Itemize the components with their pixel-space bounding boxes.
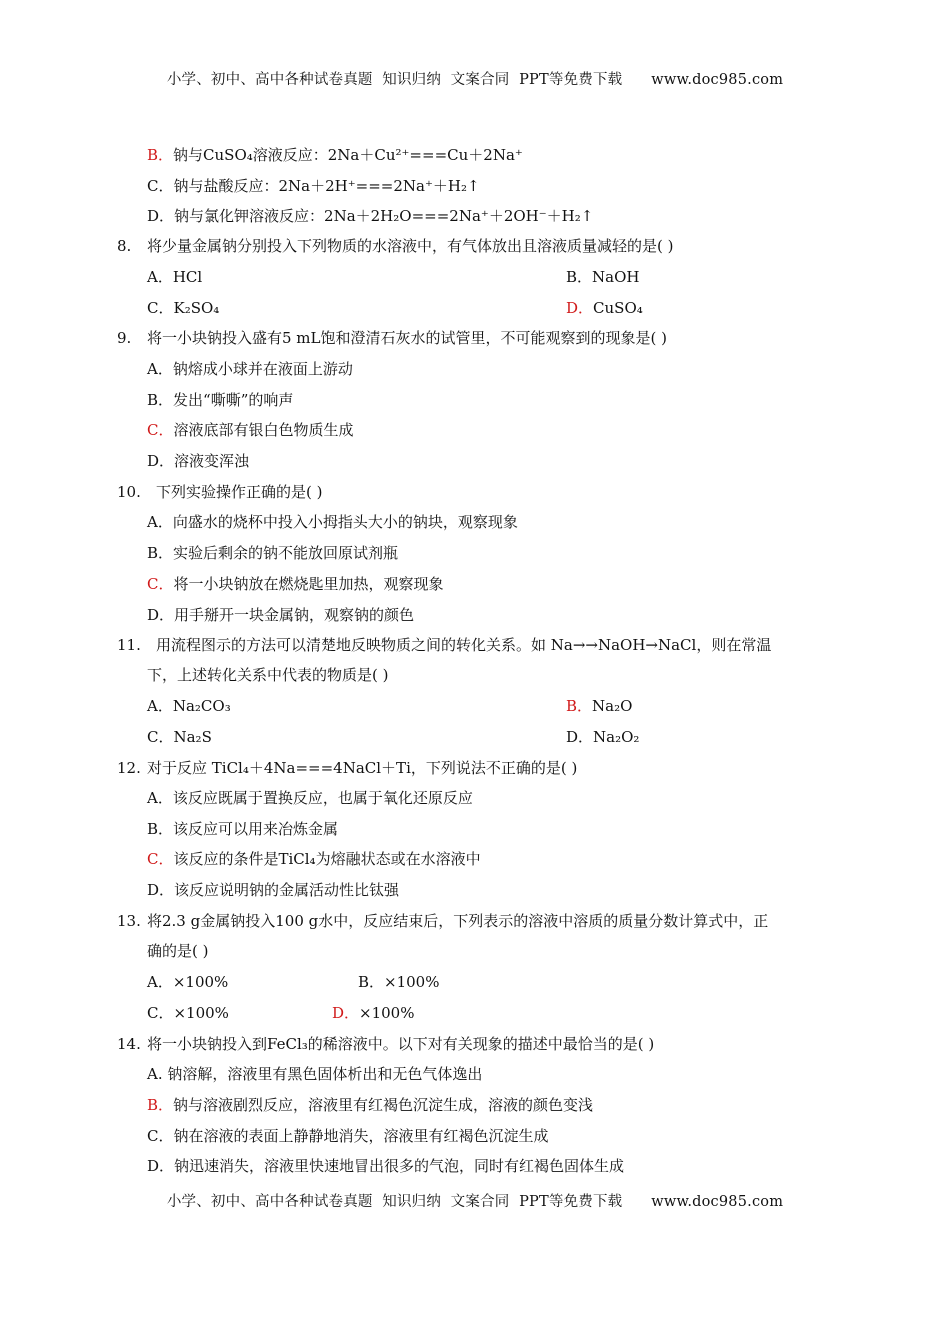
q13-option-a-text: ×100% (172, 973, 229, 991)
q10-option-a-text: 向盛水的烧杯中投入小拇指头大小的钠块，观察现象 (172, 513, 518, 531)
q10-option-a (147, 512, 518, 532)
q14-option-d-text: 钠迅速消失，溶液里快速地冒出很多的气泡，同时有红褐色固体生成 (174, 1157, 625, 1175)
q8-stem: 将少量金属钠分别投入下列物质的水溶液中，有气体放出且溶液质量减轻的是( ) (147, 237, 674, 255)
q7-option-c-letter: C． (147, 177, 174, 195)
q9-option-c-text: 溶液底部有银白色物质生成 (173, 421, 354, 439)
q8-number: 8. (117, 237, 132, 255)
q12-option-b-letter: B． (147, 820, 174, 838)
q13-option-b-letter: B． (358, 973, 385, 991)
q8-option-d-letter: D． (566, 299, 594, 317)
q12-option-a-letter: A． (147, 789, 173, 807)
q14-option-c (147, 1126, 549, 1146)
q12-option-d-letter: D． (147, 881, 175, 899)
q10-stem: 下列实验操作正确的是( ) (156, 483, 323, 501)
q10-option-d-text: 用手掰开一块金属钠，观察钠的颜色 (174, 606, 415, 624)
q14-option-d (147, 1156, 624, 1176)
q11-option-d-letter: D． (566, 728, 594, 746)
q13-option-d-letter: D． (332, 1004, 360, 1022)
q9-option-b-text: 发出“嘶嘶”的响声 (173, 391, 294, 409)
q11-option-c-text: Na₂S (173, 728, 212, 746)
q8-option-a (147, 267, 202, 287)
q10-option-b-text: 实验后剩余的钠不能放回原试剂瓶 (173, 544, 399, 562)
q9-stem: 将一小块钠投入盛有5 mL饱和澄清石灰水的试管里，不可能观察到的现象是( ) (147, 329, 667, 347)
q8-option-a-text: HCl (172, 268, 203, 286)
q9-option-d (147, 451, 249, 471)
q14-option-b (147, 1095, 593, 1115)
q8-option-d-text: CuSO₄ (593, 299, 643, 317)
q14-option-d-letter: D． (147, 1157, 175, 1175)
q13-option-c-letter: C． (147, 1004, 174, 1022)
q12-stem: 对于反应 TiCl₄＋4Na===4NaCl＋Ti，下列说法不正确的是( ) (147, 759, 578, 777)
q11-number: 11. (117, 636, 141, 654)
q7-option-b-letter: B． (147, 146, 174, 164)
q11-stem-line2: 下，上述转化关系中代表的物质是( ) (147, 666, 389, 684)
q10-option-c-text: 将一小块钠放在燃烧匙里加热，观察现象 (173, 575, 444, 593)
q13-option-a (147, 972, 228, 992)
q7-option-d-letter: D． (147, 207, 175, 225)
q7-option-c (147, 176, 480, 196)
q7-option-d-text: 钠与氯化钾溶液反应：2Na＋2H₂O===2Na⁺＋2OH⁻＋H₂↑ (174, 207, 594, 225)
q9-option-d-letter: D． (147, 452, 175, 470)
q9-option-b (147, 390, 293, 410)
q11-option-b-letter: B． (566, 697, 593, 715)
page-header: 小学、初中、高中各种试卷真题 知识归纳 文案合同 PPT等免费下载 www.doc985.com (166, 72, 784, 88)
q11-option-d-text: Na₂O₂ (593, 728, 640, 746)
q12-option-c (147, 849, 481, 869)
q11-option-c-letter: C． (147, 728, 174, 746)
q8-option-b-letter: B． (566, 268, 593, 286)
q9-option-a-text: 钠熔成小球并在液面上游动 (172, 360, 353, 378)
q12-option-a (147, 788, 473, 808)
q8-option-c (147, 298, 219, 318)
q11-stem-line1: 用流程图示的方法可以清楚地反映物质之间的转化关系。如 Na→→NaOH→NaCl，则在常温 (156, 636, 772, 654)
q12-option-c-text: 该反应的条件是TiCl₄为熔融状态或在水溶液中 (173, 850, 481, 868)
q9-option-b-letter: B． (147, 391, 174, 409)
q8-option-b-text: NaOH (592, 268, 640, 286)
q13-option-a-letter: A． (147, 973, 173, 991)
q12-number: 12. (117, 759, 141, 777)
q11-option-a-letter: A． (147, 697, 173, 715)
q13-option-b (358, 972, 439, 992)
q11-option-a (147, 696, 231, 716)
q14-option-c-letter: C． (147, 1127, 174, 1145)
q13-option-d (332, 1003, 414, 1023)
q13-stem-line1: 将2.3 g金属钠投入100 g水中，反应结束后，下列表示的溶液中溶质的质量分数计算式中，正 (147, 912, 769, 930)
q12-option-a-text: 该反应既属于置换反应，也属于氧化还原反应 (172, 789, 473, 807)
q10-option-b (147, 543, 398, 563)
q11-option-d (566, 727, 639, 747)
q10-option-c-letter: C． (147, 575, 174, 593)
q14-stem: 将一小块钠投入到FeCl₃的稀溶液中。以下对有关现象的描述中最恰当的是( ) (147, 1035, 655, 1053)
q14-option-a-letter: A. (147, 1065, 168, 1083)
q9-option-a (147, 359, 353, 379)
q13-stem-line2: 确的是( ) (147, 942, 209, 960)
page-footer: 小学、初中、高中各种试卷真题 知识归纳 文案合同 PPT等免费下载 www.doc985.com (166, 1194, 784, 1210)
q10-option-c (147, 574, 444, 594)
q7-option-c-text: 钠与盐酸反应：2Na＋2H⁺===2Na⁺＋H₂↑ (173, 177, 480, 195)
q12-option-b (147, 819, 338, 839)
q10-option-b-letter: B． (147, 544, 174, 562)
q13-option-c-text: ×100% (173, 1004, 229, 1022)
q13-option-b-text: ×100% (384, 973, 440, 991)
q10-option-a-letter: A． (147, 513, 173, 531)
q14-option-b-letter: B． (147, 1096, 174, 1114)
q12-option-b-text: 该反应可以用来冶炼金属 (173, 820, 339, 838)
q12-option-d-text: 该反应说明钠的金属活动性比钛强 (174, 881, 400, 899)
q11-option-b-text: Na₂O (592, 697, 633, 715)
q8-option-d (566, 298, 643, 318)
q11-option-c (147, 727, 212, 747)
q8-option-c-letter: C． (147, 299, 174, 317)
q8-option-c-text: K₂SO₄ (173, 299, 220, 317)
q9-option-d-text: 溶液变浑浊 (174, 452, 250, 470)
q14-option-a-text: 钠溶解，溶液里有黑色固体析出和无色气体逸出 (167, 1065, 483, 1083)
q13-number: 13. (117, 912, 141, 930)
q14-option-c-text: 钠在溶液的表面上静静地消失，溶液里有红褐色沉淀生成 (173, 1127, 549, 1145)
q11-option-b (566, 696, 632, 716)
q11-option-a-text: Na₂CO₃ (172, 697, 231, 715)
q9-number: 9. (117, 329, 132, 347)
q12-option-d (147, 880, 399, 900)
q7-option-d (147, 206, 593, 226)
q8-option-b (566, 267, 639, 287)
q14-option-a (147, 1064, 482, 1084)
q14-option-b-text: 钠与溶液剧烈反应，溶液里有红褐色沉淀生成，溶液的颜色变浅 (173, 1096, 594, 1114)
q7-option-b (147, 145, 523, 165)
q10-option-d (147, 605, 414, 625)
q14-number: 14. (117, 1035, 141, 1053)
q13-option-c (147, 1003, 229, 1023)
q9-option-c (147, 420, 354, 440)
q8-option-a-letter: A． (147, 268, 173, 286)
q12-option-c-letter: C． (147, 850, 174, 868)
q9-option-c-letter: C． (147, 421, 174, 439)
q7-option-b-text: 钠与CuSO₄溶液反应：2Na＋Cu²⁺===Cu＋2Na⁺ (173, 146, 523, 164)
q9-option-a-letter: A． (147, 360, 173, 378)
q13-option-d-text: ×100% (359, 1004, 415, 1022)
q10-number: 10. (117, 483, 141, 501)
q10-option-d-letter: D． (147, 606, 175, 624)
